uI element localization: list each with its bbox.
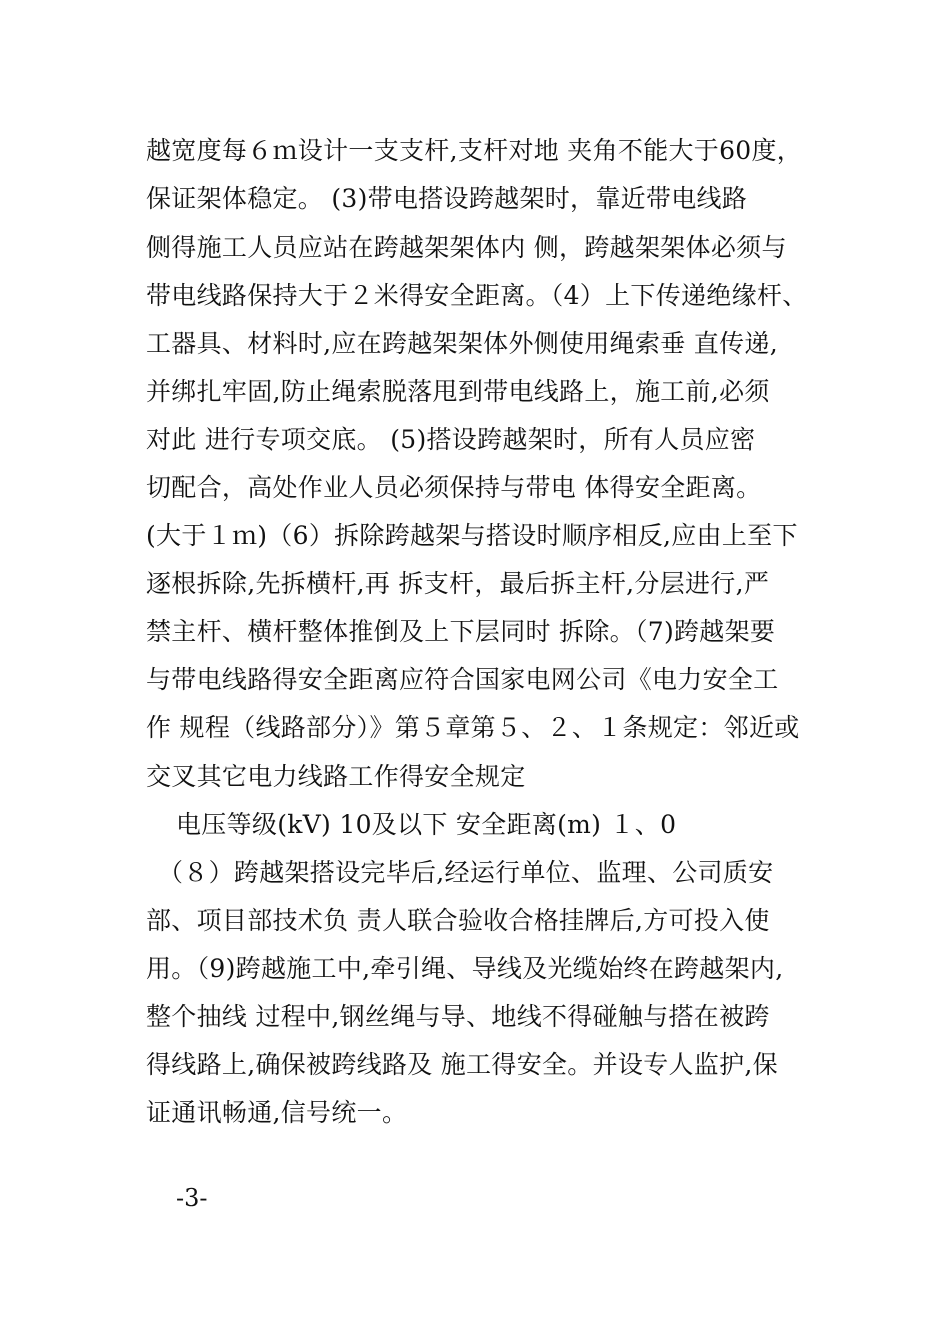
body-line-19: 整个抽线 过程中,钢丝绳与导、地线不得碰触与搭在被跨 xyxy=(146,1002,770,1031)
body-line-9: (大于１ｍ)（6）拆除跨越架与搭设时顺序相反,应由上至下 xyxy=(146,521,798,550)
body-line-16: （８）跨越架搭设完毕后,经运行单位、监理、公司质安 xyxy=(158,858,774,887)
body-line-8: 切配合，高处作业人员必须保持与带电 体得安全距离。 xyxy=(146,473,762,502)
body-line-21: 证通讯畅通,信号统一。 xyxy=(146,1098,408,1127)
body-line-18: 用。（9)跨越施工中,牵引绳、导线及光缆始终在跨越架内, xyxy=(146,954,784,983)
body-line-17: 部、项目部技术负 责人联合验收合格挂牌后,方可投入使 xyxy=(146,906,770,935)
body-line-14: 交叉其它电力线路工作得安全规定 xyxy=(146,762,526,791)
body-line-11: 禁主杆、横杆整体推倒及上下层同时 拆除。（7)跨越架要 xyxy=(146,617,776,646)
body-line-1: 越宽度每６ｍ设计一支支杆,支杆对地 夹角不能大于60度， xyxy=(146,136,803,165)
voltage-table-line: 电压等级(kV) 10及以下 安全距离(m) １、0 xyxy=(176,810,677,839)
body-line-10: 逐根拆除,先拆横杆,再 拆支杆，最后拆主杆,分层进行,严 xyxy=(146,569,770,598)
body-line-3: 侧得施工人员应站在跨越架架体内 侧，跨越架架体必须与 xyxy=(146,233,787,262)
body-line-4: 带电线路保持大于２米得安全距离。（4）上下传递绝缘杆、 xyxy=(146,281,808,310)
body-line-12: 与带电线路得安全距离应符合国家电网公司《电力安全工 xyxy=(146,665,779,694)
body-line-5: 工器具、材料时,应在跨越架架体外侧使用绳索垂 直传递, xyxy=(146,329,778,358)
body-line-20: 得线路上,确保被跨线路及 施工得安全。并设专人监护,保 xyxy=(146,1050,778,1079)
body-line-13: 作 规程（线路部分）》第５章第５、２、１条规定：邻近或 xyxy=(146,713,800,742)
body-line-7: 对此 进行专项交底。 (5)搭设跨越架时，所有人员应密 xyxy=(146,425,756,454)
body-line-2: 保证架体稳定。 (3)带电搭设跨越架时，靠近带电线路 xyxy=(146,184,748,213)
body-line-6: 并绑扎牢固,防止绳索脱落甩到带电线路上，施工前,必须 xyxy=(146,377,770,406)
page-number: -3- xyxy=(176,1184,208,1212)
